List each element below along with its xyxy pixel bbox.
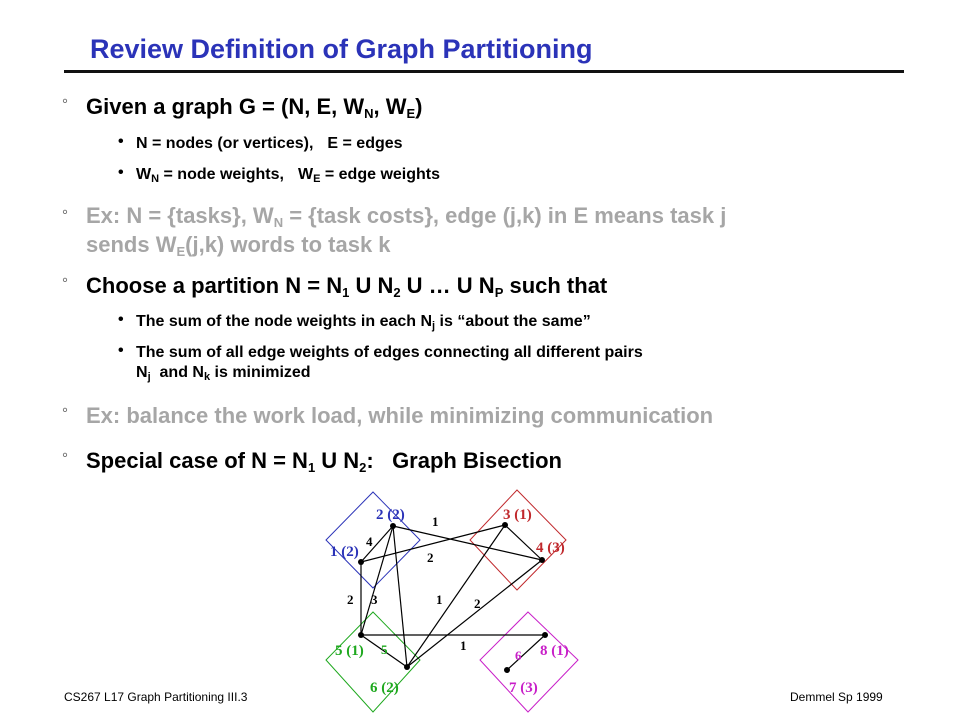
text: = node weights, (159, 166, 284, 183)
edge-weight: 4 (366, 534, 373, 549)
edge-weight: 5 (381, 642, 388, 657)
partition-magenta (480, 612, 578, 712)
node-dot-8 (542, 632, 548, 638)
text: U N (315, 448, 360, 473)
partition-green (326, 612, 420, 712)
text: such that (503, 273, 608, 298)
node-label-8: 8 (1) (540, 643, 569, 659)
text: (j,k) words to task k (185, 232, 391, 257)
node-dot-5 (358, 632, 364, 638)
text: is minimized (210, 364, 311, 381)
subscript: k (203, 371, 211, 383)
bullet-marker: ° (62, 450, 68, 467)
bullet-example-balance: Ex: balance the work load, while minimizing communication (86, 403, 714, 428)
text: Ex: N = {tasks}, W (86, 203, 274, 228)
edge-weight: 1 (460, 638, 467, 653)
text: ) (415, 94, 423, 119)
text: Special case of N = N (86, 448, 308, 473)
text: sends W (86, 232, 177, 257)
node-label-1: 1 (2) (330, 544, 359, 560)
bullet-marker: ° (62, 275, 68, 292)
bullet-marker: ° (62, 405, 68, 422)
footer-course-label: CS267 L17 Graph Partitioning III.3 (64, 690, 248, 704)
text: W (297, 166, 314, 183)
subscript: 1 (307, 460, 316, 475)
sub-bullet-dot: • (118, 311, 124, 328)
edge-2-4 (393, 526, 542, 560)
slide-title: Review Definition of Graph Partitioning (90, 34, 593, 64)
subscript: 2 (393, 285, 401, 300)
text: Given a graph G = (N, E, W (86, 94, 365, 119)
bullet-marker: ° (62, 207, 68, 224)
edge-weight: 2 (347, 592, 354, 607)
text: = edge weights (320, 166, 441, 183)
edge-weight: 6 (515, 648, 522, 663)
node-label-7: 7 (3) (509, 680, 538, 696)
edge-4-6 (407, 560, 542, 667)
text: = {task costs}, edge (j,k) in E means task j (283, 203, 727, 228)
partition-blue (326, 492, 420, 588)
node-label-4: 4 (3) (536, 540, 565, 556)
text: is “about the same” (435, 313, 591, 330)
subscript: E (313, 173, 321, 185)
subscript: N (151, 173, 160, 185)
node-dot-6 (404, 664, 410, 670)
edge-weight: 1 (432, 514, 439, 529)
text: U N (349, 273, 394, 298)
text: , W (373, 94, 407, 119)
text: The sum of the node weights in each N (136, 313, 433, 330)
edge-weight: 2 (427, 550, 434, 565)
subscript: E (176, 244, 186, 259)
edge-weight: 1 (436, 592, 443, 607)
subscript: N (364, 106, 374, 121)
footer-author-label: Demmel Sp 1999 (790, 690, 883, 704)
node-dot-4 (539, 557, 545, 563)
node-label-5: 5 (1) (335, 643, 364, 659)
subscript: j (147, 371, 151, 383)
bullet-marker: ° (62, 96, 68, 113)
text: Choose a partition N = N (86, 273, 343, 298)
text: N = nodes (or vertices), (136, 135, 314, 152)
node-label-2: 2 (2) (376, 507, 405, 523)
edge-2-6 (393, 526, 407, 667)
subscript: 1 (342, 285, 350, 300)
sub-bullet-dot: • (118, 342, 124, 359)
node-dot-1 (358, 559, 364, 565)
text: E = edges (327, 135, 403, 152)
text: U … U N (400, 273, 495, 298)
edge-weight: 3 (371, 592, 378, 607)
node-dot-7 (504, 667, 510, 673)
text: and N (150, 364, 204, 381)
subscript: N (273, 215, 284, 230)
text: W (136, 166, 152, 183)
subscript: j (432, 320, 436, 332)
node-label-6: 6 (2) (370, 680, 399, 696)
text: N (136, 364, 148, 381)
edge-weight: 2 (474, 596, 481, 611)
node-dot-2 (390, 523, 396, 529)
text: The sum of all edge weights of edges connecting all different pairs (136, 344, 643, 361)
node-label-3: 3 (1) (503, 507, 532, 523)
subscript: P (494, 285, 504, 300)
sub-bullet-dot: • (118, 164, 124, 181)
subscript: E (406, 106, 416, 121)
sub-bullet-dot: • (118, 133, 124, 150)
text: : Graph Bisection (366, 448, 562, 473)
subscript: 2 (359, 460, 367, 475)
